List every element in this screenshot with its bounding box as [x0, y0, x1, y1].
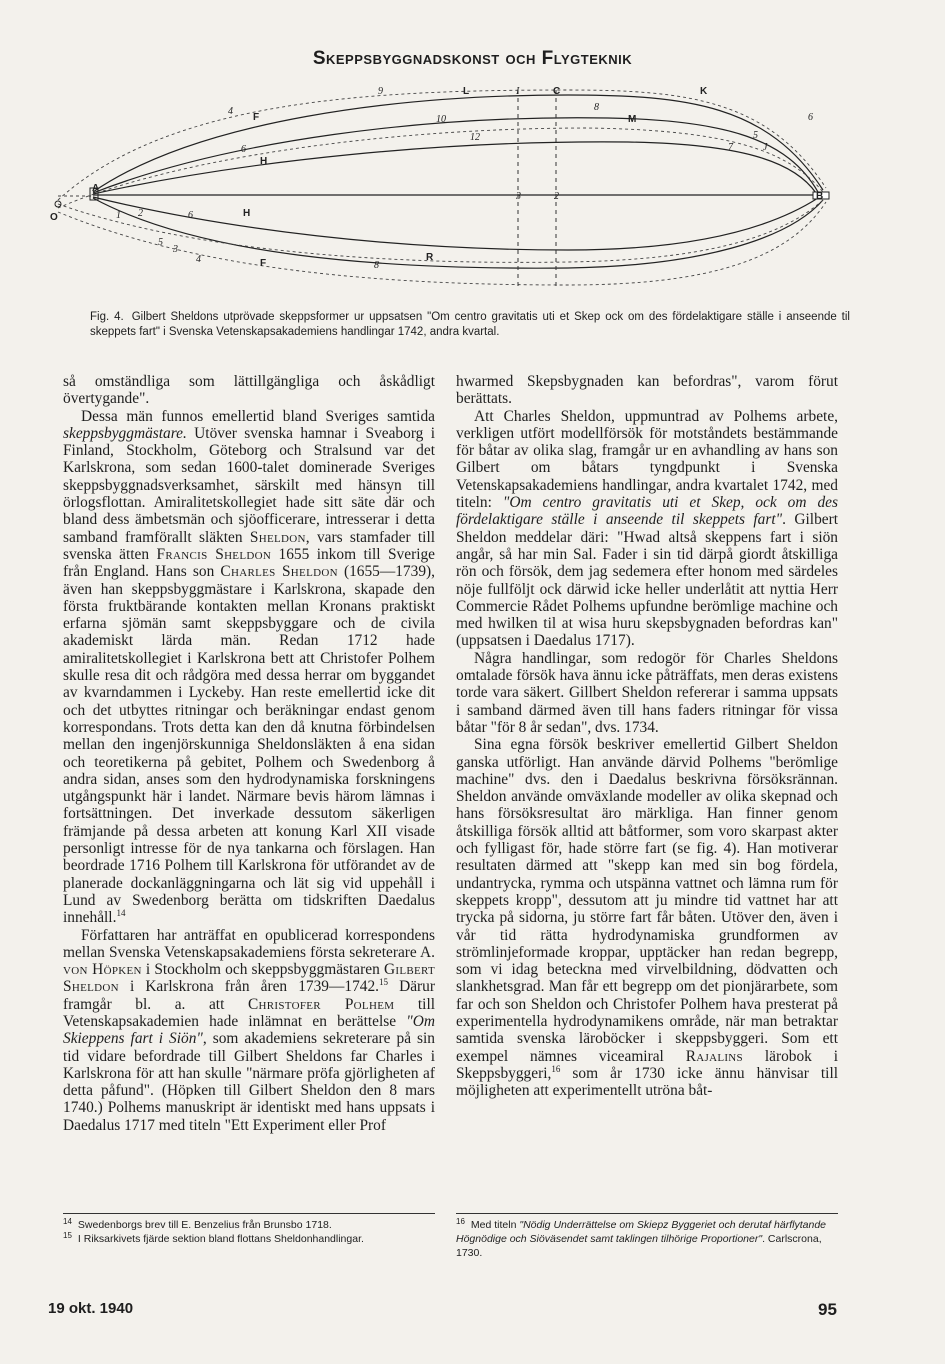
text-run: Sina egna försök beskriver emellertid Gilbert Sheldon ganska utförligt. Han använde därvid Polhems "berömlige machine" dvs. den i Daedalus beskrivna försöksrännan. Sheldon använde omväxlande modeller av olika skepnad och hans försöksresultat äro märkliga. Han finner genom åtskilliga försök alltid att båtformer, som voro skarpast akter och fylligast för, hade större fart (se fig. 4). Han motiverar resultaten därmed att "skepp kan med sin bog fördela, undantrycka, rymma och utspänna vattnet och lämna rum för skeppets kropp", dessutom att ju mindre tid vattnet har att trycka på sidorna, ju större fart får båten. Utöver den, även i vår tid rätta hydrodynamiska grundformen av strömlinjeformade kroppar, upptäcker han redan begrepp, som vi idag beteckna med virvelbildning, dödvatten och slankhetsgrad. Man får ett begrepp om det pionjärarbete, som far och son Sheldon och Christofer Polhem hava presterat på experimentella hydrodynamikens område, när man betraktar samtida svenska läroböcker i skeppsbyggeri. Som ett exempel nämnes viceamiral [456, 736, 838, 1065]
text-run: till Vetenskapsakademien hade inlämnat en berättelse [63, 995, 435, 1030]
footnote-text: I Riksarkivets fjärde sektion bland flottans Sheldonhandlingar. [77, 1233, 364, 1245]
page-number: 95 [818, 1300, 837, 1319]
fig-label: O [50, 212, 58, 223]
paragraph [63, 927, 435, 1135]
footnote-number: 14 [63, 1216, 72, 1226]
figure-caption-text: Gilbert Sheldons utprövade skeppsformer ur uppsatsen "Om centro gravitatis uti et Skep ock om des fördelaktigare ställe i anseende til skeppets fart" i Svenska Vetenskapsakademiens handlingar 1742, andra kvartal. [90, 311, 850, 338]
footnote-italic: "Nödig Underrättelse om Skiepz Byggeriet och derutaf härflytande Högnödige och Siöväsendet samt taklingen tilhörige Proportioner" [456, 1219, 827, 1245]
fig-label: 8 [594, 102, 599, 113]
fig-label: 2 [138, 208, 143, 219]
footnote [63, 1218, 435, 1232]
fig-label: 10 [436, 114, 446, 125]
fig-label: C [553, 86, 561, 97]
footnote-number: 16 [456, 1216, 465, 1226]
text-run: lärobok i Skeppsbyggeri, [456, 1047, 838, 1082]
fig-label: 6 [241, 144, 246, 155]
fig-label: 12 [470, 132, 480, 143]
paragraph: Några handlingar, som redogör för Charles Sheldons omtalade försök hava ännu icke påträffats, men deras existens torde vara säkert. Gillbert Sheldon refererar i samma uppsats i samband därmed även till hans faders ritningar för vissa båtar "för 8 år sedan", dvs. 1734. [456, 649, 838, 736]
fig-label: 1 [116, 210, 121, 221]
figure-caption [90, 310, 850, 340]
text-run: Dessa män funnos emellertid bland Sveriges samtida [81, 407, 435, 425]
fig-label: 2 [554, 191, 559, 202]
fig-label: 5 [158, 237, 163, 248]
fig-label: L [463, 86, 470, 97]
name-run: Gilbert Sheldon [63, 961, 435, 996]
fig-label: J [763, 142, 768, 153]
fig-label: 9 [378, 86, 383, 97]
text-run: Författaren har anträffat en opublicerad korrespondens mellan Svenska Vetenskapsakademiens första sekreterare A. [63, 926, 435, 961]
italic-run: "Om Skieppens fart i Siön" [63, 1012, 435, 1048]
paragraph: så omständliga som lättillgängliga och åskådligt övertygande". [63, 373, 435, 408]
footnote-number: 15 [63, 1230, 72, 1240]
text-run: i Karlskrona från åren 1739—1742. [118, 978, 380, 996]
name-run: Francis Sheldon [156, 545, 272, 563]
footnotes-right [456, 1213, 838, 1260]
right-column [456, 373, 838, 1099]
fig-label: F [260, 258, 267, 269]
footnote-text: Swedenborgs brev till E. Benzelius från Brunsbo 1718. [77, 1219, 332, 1231]
footnote-ref: 16 [551, 1063, 561, 1074]
fig-label: A [92, 183, 100, 194]
paragraph: hwarmed Skepsbygnaden kan befordras", varom förut berättats. [456, 373, 838, 408]
text-run: Därur framgår bl. a. att [63, 978, 435, 1013]
issue-date: 19 okt. 1940 [48, 1300, 134, 1317]
footnote [456, 1218, 838, 1260]
footnote-text: Med titeln [470, 1219, 520, 1231]
name-run: Christofer Polhem [247, 995, 395, 1013]
fig-label: 8 [374, 260, 379, 271]
hull-lines-figure [48, 80, 848, 295]
hull-lines-drawing [48, 80, 848, 295]
name-run: Sheldon [249, 528, 306, 546]
fig-label: H [260, 156, 268, 167]
text-run: , vars stamfader till svenska ätten [63, 528, 435, 563]
footnote-ref: 14 [116, 908, 126, 919]
footnotes-left [63, 1213, 435, 1246]
footnote-ref: 15 [379, 977, 389, 988]
text-run: 1655 inkom till Sverige från England. Hans son [63, 545, 436, 581]
text-run: i Stockholm och skeppsbyggmästaren [141, 961, 384, 979]
footnote [63, 1232, 435, 1246]
text-run: Utöver svenska hamnar i Sveaborg i Finland, Stockholm, Göteborg och Stralsund var det Karlskrona, som sedan 1600-talet dominerade Sveriges skeppsbyggnadsverksamhet, särskilt med hänsyn till örlogsflottan. Amiralitetskollegiet hade sitt säte där och bland dess ämbetsmän och sjöofficerare, intresserar i detta samband framförallt släkten [63, 424, 435, 546]
italic-run: "Om centro gravitatis uti et Skep, ock om des fördelaktigare ställe i anseende til skeppets fart" [456, 494, 838, 529]
fig-label: 5 [753, 130, 758, 141]
fig-label: 4 [196, 254, 201, 265]
paragraph [63, 408, 435, 927]
name-run: von Höpken [63, 961, 142, 979]
text-run: Att Charles Sheldon, uppmuntrad av Polhems arbete, verkligen utfört modellförsök för motståndets bestämmande för båtar av olika slag, framgår ur en avhandling av hans son Gilbert om båtars tyngdpunkt i Svenska Vetenskapsakademiens handlingar, andra kvartalet 1742, med titeln: [456, 407, 838, 512]
fig-label: I [516, 86, 520, 97]
fig-label: R [426, 252, 434, 263]
name-run: Rajalins [685, 1047, 743, 1065]
name-run: Charles Sheldon [220, 563, 338, 581]
fig-label: 4 [228, 106, 233, 117]
left-column [63, 373, 435, 1134]
fig-label: M [628, 114, 637, 125]
running-head-title: Skeppsbyggnadskonst och Flygteknik [312, 48, 633, 69]
fig-label: B [816, 191, 824, 202]
fig-label: 3 [173, 244, 178, 255]
text-run: (1655—1739), även han skeppsbyggmästare i Karlskrona, skapade den första fruktbärande kontakten mellan Kronans praktiskt erfarna sjömän samt skeppsbyggare och de civila akademiskt lärda män. Redan 1712 hade amiralitetskollegiet i Karlskrona bett att Christofer Polhem skulle resa dit och rådgöra med dessa herrar om byggandet av kvarndammen i Lyckeby. Han reste emellertid icke dit och det utbyttes ritningar och beräkningar endast genom korrespondans. Trots detta kan den då knutna förbindelsen mellan den ingenjörskunniga Sheldonsläkten å ena sidan och teoretikerna på gebitet, Polhem och Swedenborg å andra sidan, anses som den hydrodynamiska forskningens utgångspunkt här i landet. Närmare bevis härom lämnas i fortsättningen. Det inverkade dessutom säkerligen främjande på dessa arbeten att konung Karl XII visade personligt intresse för de nya tankarna och förslagen. Han beordrade 1716 Polhem till Karlskrona för utförandet av de planerade dockanläggningarna och lät sig vid uppehåll i Lund av Swedenborg berätta om tidskriften Daedalus innehåll. [63, 563, 435, 927]
fig-label: 6 [188, 210, 193, 221]
italic-run: skeppsbyggmästare. [63, 424, 187, 442]
text-run: . Gilbert Sheldon meddelar däri: "Hwad altså skeppens fart i siön angår, så har min Sal. Fader i sin tid därpå giordt åtskilliga rön och försök, dem jag sedemera efter honom med särdeles nöje fullföljt ock därwid icke heller underlåtit att nyttia Herr Commercie Rådet Polhems upfundne berömlige machine och med hwilken til at wisa huru skepsbygnaden befordras kan" (uppsatsen i Daedalus 1717). [456, 511, 838, 650]
fig-label: K [700, 86, 708, 97]
paragraph [456, 408, 838, 650]
fig-label: 3 [516, 191, 521, 202]
paragraph [456, 736, 838, 1099]
text-run: , som akademiens sekreterare på sin tid vidare befordrade till Gilbert Sheldons far Charles i Karlskrona för att han skulle "närmare pröfa gjörligheten af detta påfund". (Höpken till Gilbert Sheldon den 8 mars 1740.) Polhems manuskript är identiskt med hans uppsats i Daedalus 1717 med titeln "Ett Experiment eller Prof [63, 1030, 435, 1134]
footnote-text: . Carlscrona, 1730. [456, 1233, 822, 1259]
fig-label: F [253, 112, 260, 123]
fig-label: 7 [728, 142, 733, 153]
figure-label: Fig. 4. [90, 311, 124, 323]
fig-label: H [243, 208, 251, 219]
text-run: som år 1730 icke ännu hänvisar till möjligheten att experimentellt utröna båt- [456, 1064, 838, 1100]
fig-label: 6 [808, 112, 813, 123]
